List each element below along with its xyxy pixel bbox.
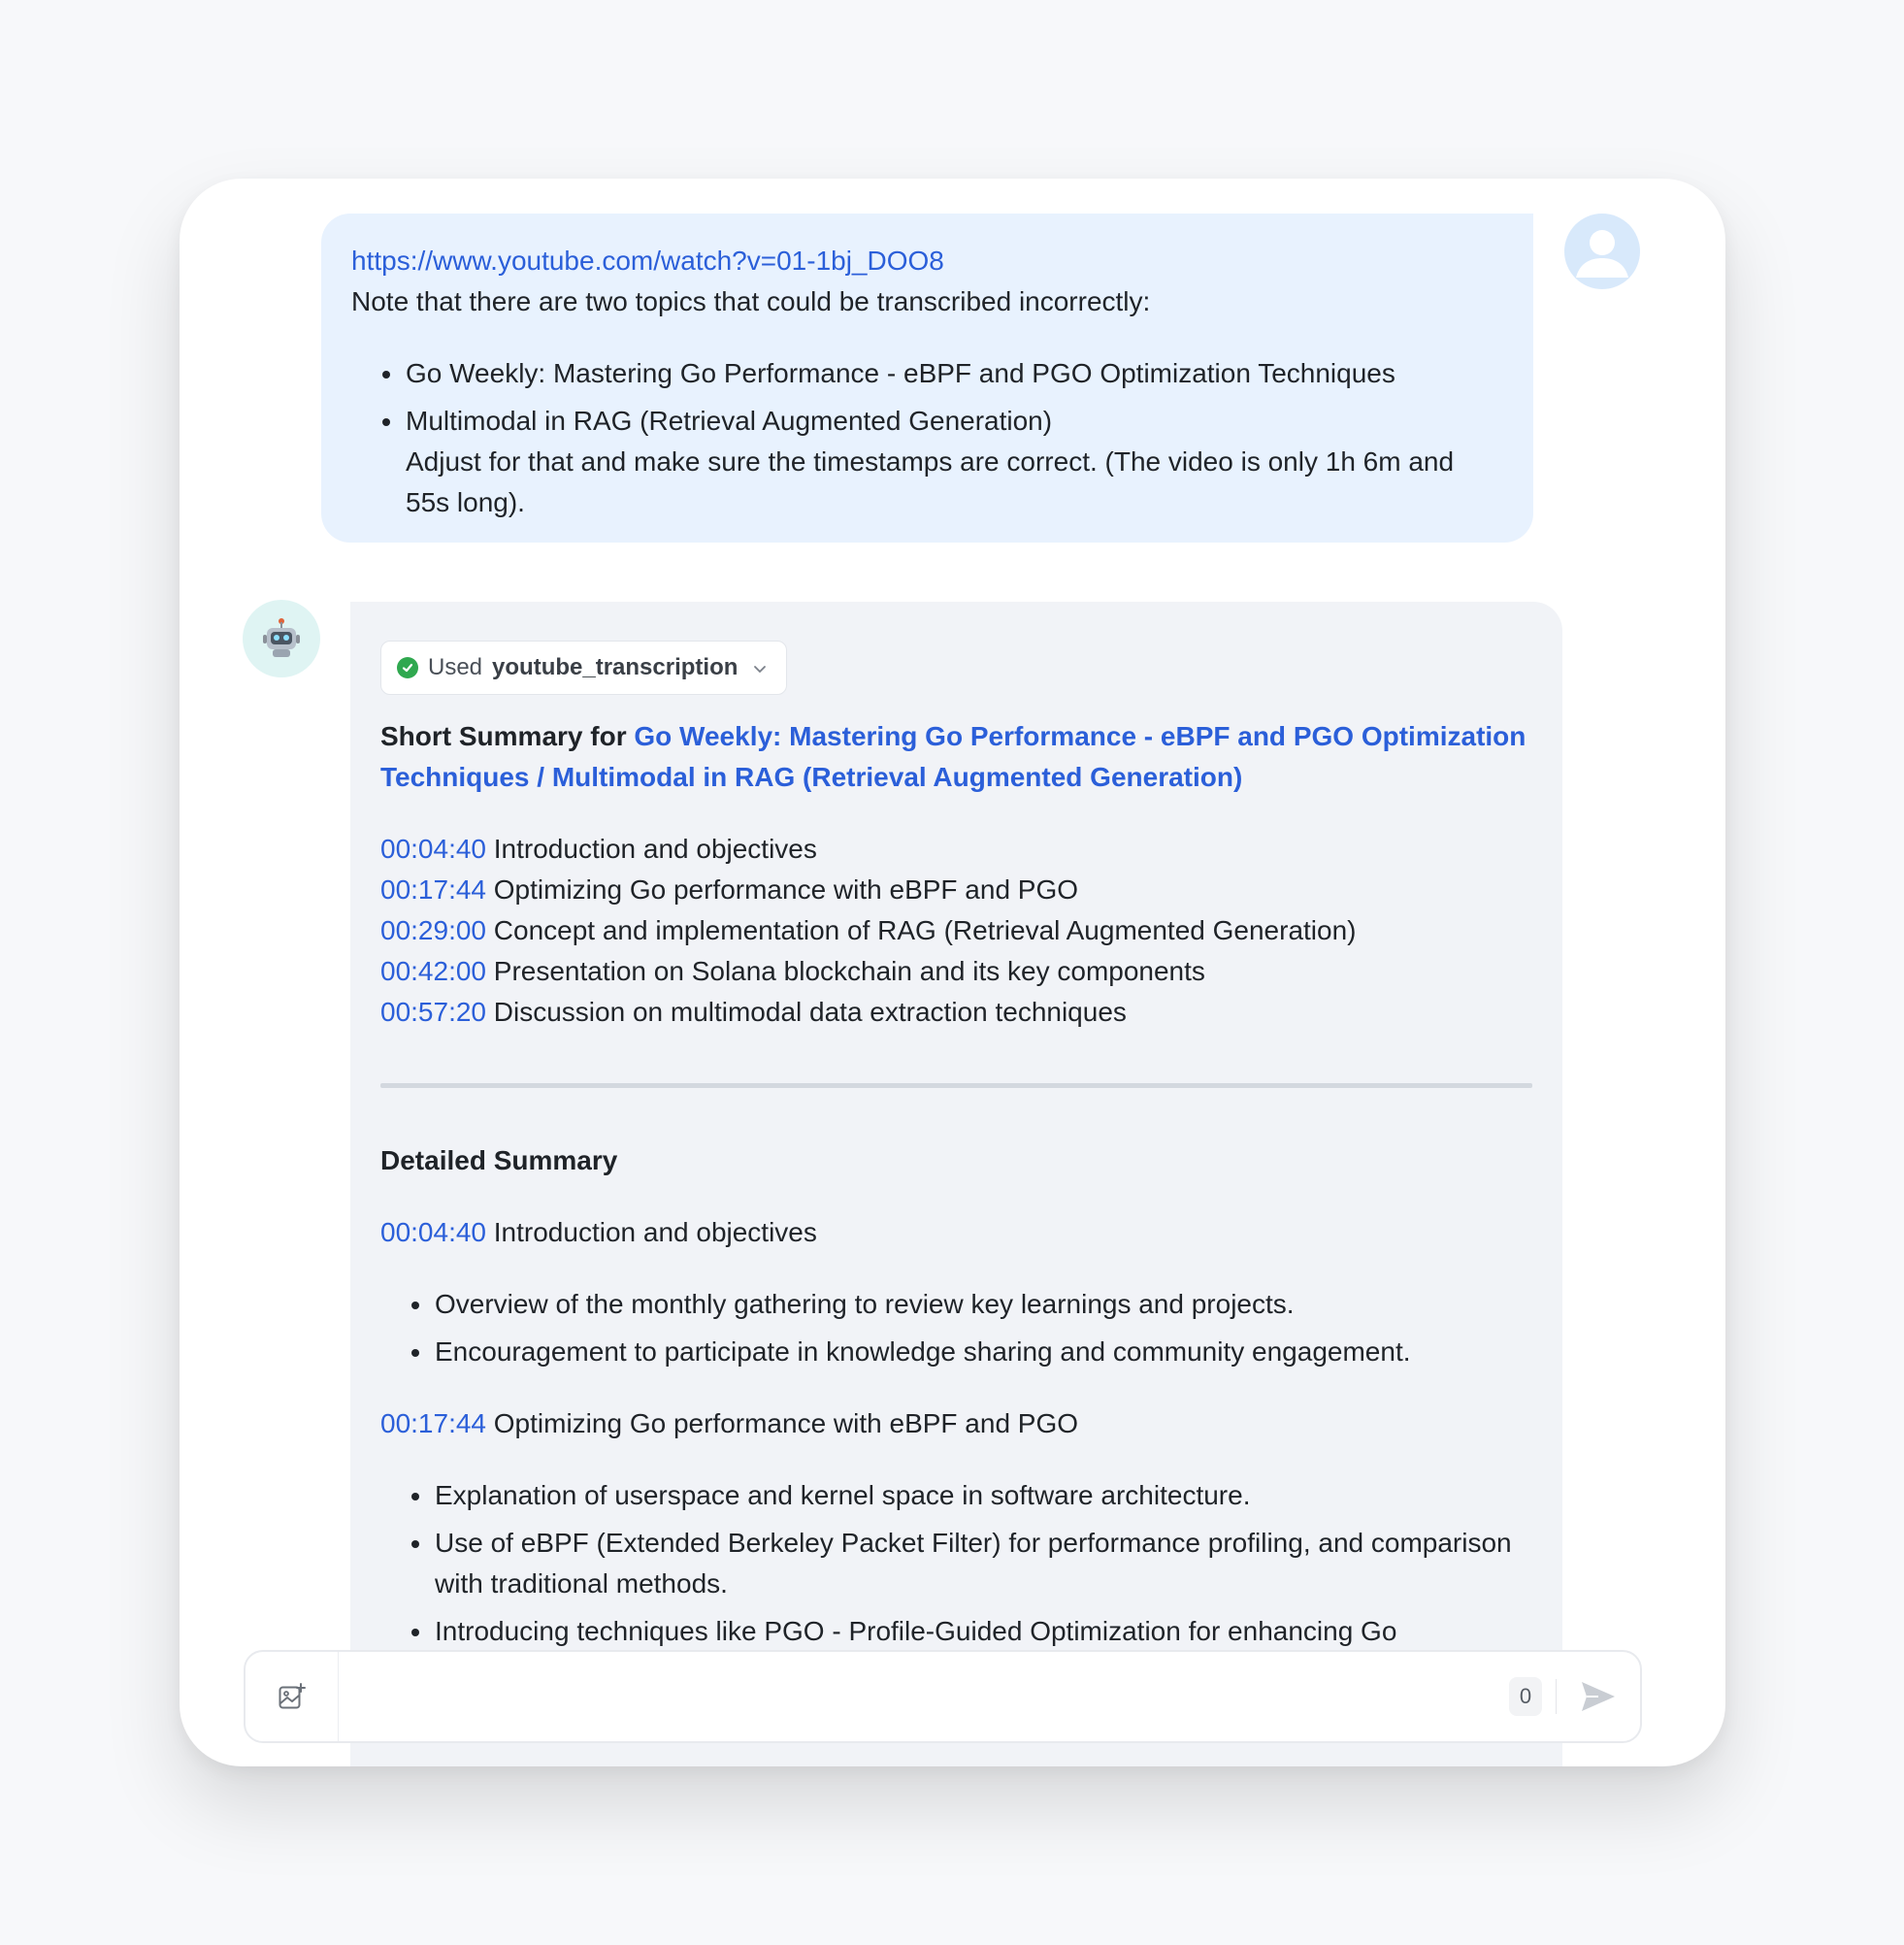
user-topic-list bbox=[351, 353, 1503, 523]
timestamp-text: Introduction and objectives bbox=[493, 834, 817, 864]
timestamp-text: Concept and implementation of RAG (Retrieval Augmented Generation) bbox=[493, 915, 1357, 945]
chat-scroll-area[interactable] bbox=[180, 179, 1725, 1766]
list-item bbox=[380, 870, 1532, 910]
person-icon bbox=[1564, 214, 1640, 289]
divider bbox=[380, 1083, 1532, 1088]
youtube-link[interactable]: https://www.youtube.com/watch?v=01-1bj_DOO8 bbox=[351, 246, 944, 276]
robot-icon bbox=[260, 617, 303, 660]
video-title-link[interactable]: Go Weekly: Mastering Go Performance - eBPF and PGO Optimization Techniques / Multimodal in RAG (Retrieval Augmented Generation) bbox=[380, 721, 1526, 792]
timestamp-text: Discussion on multimodal data extraction techniques bbox=[493, 997, 1127, 1027]
list-item bbox=[351, 401, 1503, 523]
user-topic-text: Multimodal in RAG (Retrieval Augmented Generation) bbox=[406, 406, 1053, 436]
attach-image-button[interactable] bbox=[246, 1652, 339, 1741]
chevron-down-icon bbox=[753, 647, 767, 688]
tool-chip-prefix: Used bbox=[428, 654, 483, 680]
timestamp-text: Presentation on Solana blockchain and its key components bbox=[493, 956, 1205, 986]
detailed-summary-heading: Detailed Summary bbox=[380, 1145, 618, 1175]
timestamp-link[interactable]: 00:04:40 bbox=[380, 1217, 486, 1247]
timestamp-text: Optimizing Go performance with eBPF and PGO bbox=[493, 874, 1079, 905]
timestamp-link[interactable]: 00:17:44 bbox=[380, 1408, 486, 1438]
timestamp-link[interactable]: 00:04:40 bbox=[380, 834, 486, 864]
detail-section bbox=[380, 1403, 1532, 1652]
user-message-bubble bbox=[321, 214, 1533, 543]
image-add-icon bbox=[278, 1682, 307, 1711]
character-counter: 0 bbox=[1509, 1677, 1542, 1716]
list-item: Explanation of userspace and kernel space in software architecture. bbox=[380, 1475, 1532, 1516]
list-item: Use of eBPF (Extended Berkeley Packet Filter) for performance profiling, and comparison with traditional methods. bbox=[380, 1523, 1532, 1604]
list-item bbox=[380, 910, 1532, 951]
timestamp-link[interactable]: 00:17:44 bbox=[380, 874, 486, 905]
chat-window bbox=[180, 179, 1725, 1766]
detail-section-title: Introduction and objectives bbox=[493, 1217, 817, 1247]
list-item: Encouragement to participate in knowledge sharing and community engagement. bbox=[380, 1332, 1532, 1372]
short-summary-label: Short Summary for bbox=[380, 721, 635, 751]
detail-bullet-list bbox=[380, 1284, 1532, 1372]
check-circle-icon bbox=[397, 657, 418, 678]
list-item bbox=[380, 992, 1532, 1033]
detail-section-title: Optimizing Go performance with eBPF and PGO bbox=[493, 1408, 1079, 1438]
tool-chip-name: youtube_transcription bbox=[492, 654, 739, 680]
assistant-message-bubble bbox=[350, 602, 1562, 1766]
list-item bbox=[380, 829, 1532, 870]
user-avatar bbox=[1564, 214, 1640, 289]
short-summary-list bbox=[380, 829, 1532, 1033]
list-item bbox=[380, 951, 1532, 992]
timestamp-link[interactable]: 00:57:20 bbox=[380, 997, 486, 1027]
timestamp-link[interactable]: 00:29:00 bbox=[380, 915, 486, 945]
detail-section-header bbox=[380, 1212, 1532, 1253]
send-icon bbox=[1579, 1679, 1618, 1714]
user-topic-text: Go Weekly: Mastering Go Performance - eBPF and PGO Optimization Techniques bbox=[406, 358, 1395, 388]
list-item: Overview of the monthly gathering to review key learnings and projects. bbox=[380, 1284, 1532, 1325]
message-input[interactable] bbox=[339, 1667, 1509, 1726]
timestamp-link[interactable]: 00:42:00 bbox=[380, 956, 486, 986]
detail-section-header bbox=[380, 1403, 1532, 1444]
detail-bullet-list bbox=[380, 1475, 1532, 1652]
user-instruction-text: Adjust for that and make sure the timestamps are correct. (The video is only 1h 6m and 55s long). bbox=[406, 446, 1455, 517]
list-item bbox=[351, 353, 1503, 394]
tool-usage-chip[interactable] bbox=[380, 641, 787, 695]
assistant-avatar bbox=[243, 600, 320, 677]
message-composer bbox=[244, 1650, 1642, 1743]
detail-section bbox=[380, 1212, 1532, 1372]
user-message-intro: Note that there are two topics that could be transcribed incorrectly: bbox=[351, 286, 1151, 316]
list-item: Introducing techniques like PGO - Profile-Guided Optimization for enhancing Go bbox=[380, 1611, 1532, 1652]
send-button[interactable] bbox=[1557, 1652, 1640, 1741]
short-summary-heading bbox=[380, 716, 1532, 798]
